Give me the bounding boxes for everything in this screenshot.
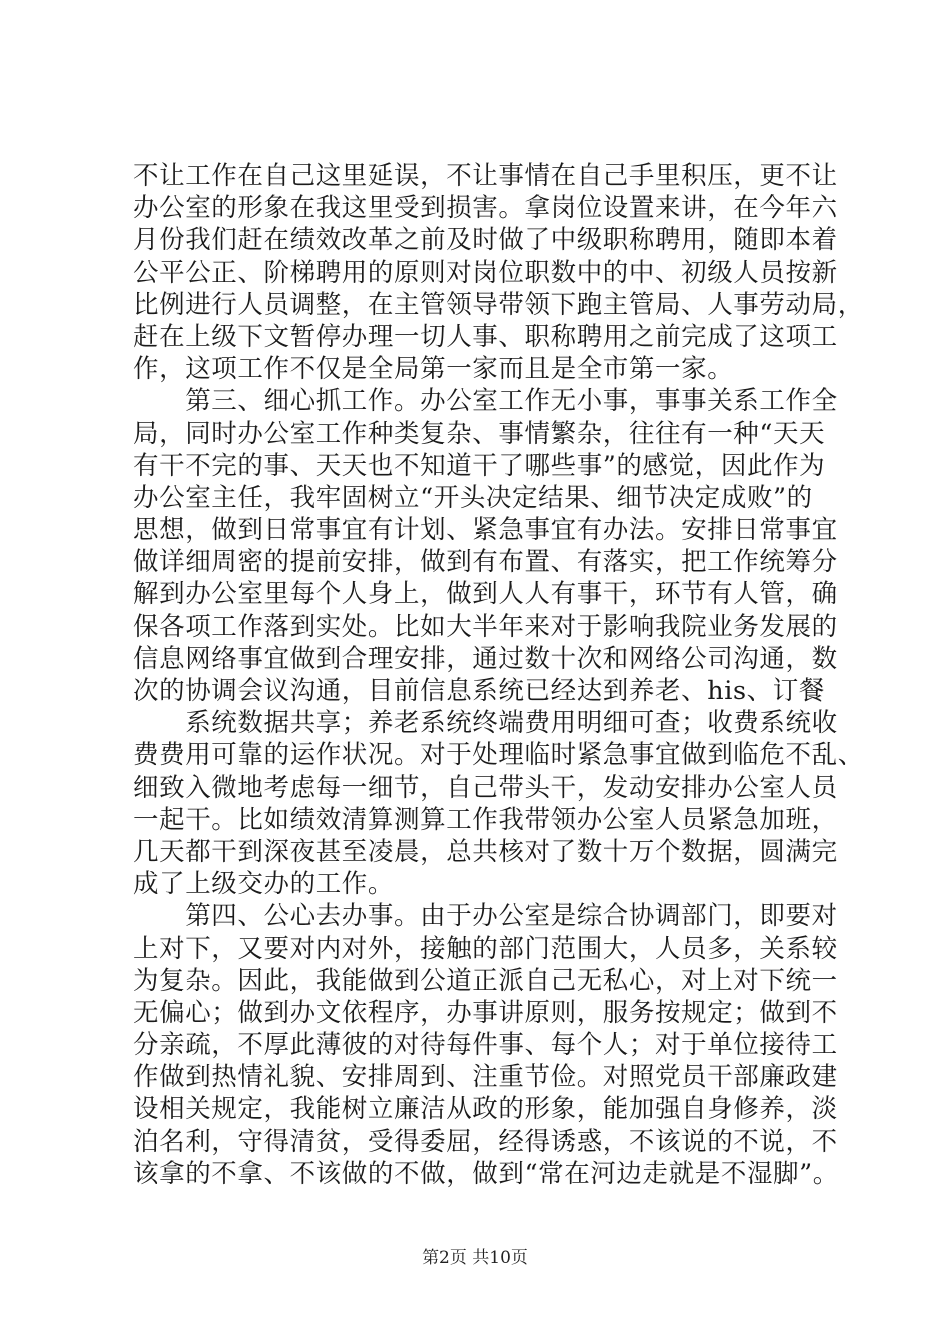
text-line: 泊名利，守得清贫，受得委屈，经得诱惑，不该说的不说，不 — [133, 1126, 838, 1157]
text-line: 费费用可靠的运作状况。对于处理临时紧急事宜做到临危不乱、 — [133, 740, 864, 771]
text-line: 系统数据共享；养老系统终端费用明细可查；收费系统收 — [133, 708, 838, 739]
text-line: 信息网络事宜做到合理安排，通过数十次和网络公司沟通，数 — [133, 643, 838, 674]
text-line: 保各项工作落到实处。比如大半年来对于影响我院业务发展的 — [133, 611, 838, 642]
text-line: 解到办公室里每个人身上，做到人人有事干，环节有人管，确 — [133, 579, 838, 610]
text-line: 作做到热情礼貌、安排周到、注重节俭。对照党员干部廉政建 — [133, 1062, 838, 1093]
text-line: 细致入微地考虑每一细节，自己带头干，发动安排办公室人员 — [133, 772, 838, 803]
text-line: 做详细周密的提前安排，做到有布置、有落实，把工作统筹分 — [133, 547, 838, 578]
text-line: 无偏心；做到办文依程序，办事讲原则，服务按规定；做到不 — [133, 997, 838, 1028]
body-text — [133, 160, 864, 1190]
text-line: 月份我们赶在绩效改革之前及时做了中级职称聘用，随即本着 — [133, 225, 838, 256]
text-line: 一起干。比如绩效清算测算工作我带领办公室人员紧急加班， — [133, 804, 838, 835]
text-line: 几天都干到深夜甚至凌晨，总共核对了数十万个数据，圆满完 — [133, 836, 838, 867]
text-line: 比例进行人员调整，在主管领导带领下跑主管局、人事劳动局， — [133, 289, 864, 320]
text-line: 有干不完的事、天天也不知道干了哪些事”的感觉，因此作为 — [133, 450, 826, 481]
text-line: 上对下，又要对内对外，接触的部门范围大，人员多，关系较 — [133, 933, 838, 964]
text-line: 办公室主任，我牢固树立“开头决定结果、细节决定成败”的 — [133, 482, 813, 513]
text-line: 分亲疏，不厚此薄彼的对待每件事、每个人；对于单位接待工 — [133, 1030, 838, 1061]
text-line: 办公室的形象在我这里受到损害。拿岗位设置来讲，在今年六 — [133, 193, 838, 224]
page-number-footer: 第2页 共10页 — [422, 1248, 528, 1268]
text-line: 次的协调会议沟通，目前信息系统已经达到养老、his、订餐 — [133, 676, 825, 706]
text-line: 设相关规定，我能树立廉洁从政的形象，能加强自身修养，淡 — [133, 1094, 838, 1125]
text-line: 为复杂。因此，我能做到公道正派自己无私心，对上对下统一 — [133, 965, 838, 996]
text-line: 思想，做到日常事宜有计划、紧急事宜有办法。安排日常事宜 — [133, 515, 838, 546]
text-line: 第三、细心抓工作。办公室工作无小事，事事关系工作全 — [133, 386, 838, 417]
text-line: 不让工作在自己这里延误，不让事情在自己手里积压，更不让 — [133, 161, 838, 191]
text-line: 局，同时办公室工作种类复杂、事情繁杂，往往有一种“天天 — [133, 418, 826, 449]
text-line: 作，这项工作不仅是全局第一家而且是全市第一家。 — [133, 354, 734, 385]
text-line: 第四、公心去办事。由于办公室是综合协调部门，即要对 — [133, 901, 838, 932]
text-line: 成了上级交办的工作。 — [133, 869, 395, 900]
text-line: 赶在上级下文暂停办理一切人事、职称聘用之前完成了这项工 — [133, 321, 838, 352]
text-line: 公平公正、阶梯聘用的原则对岗位职数中的中、初级人员按新 — [133, 257, 838, 288]
text-line: 该拿的不拿、不该做的不做，做到“常在河边走就是不湿脚”。 — [133, 1158, 839, 1189]
